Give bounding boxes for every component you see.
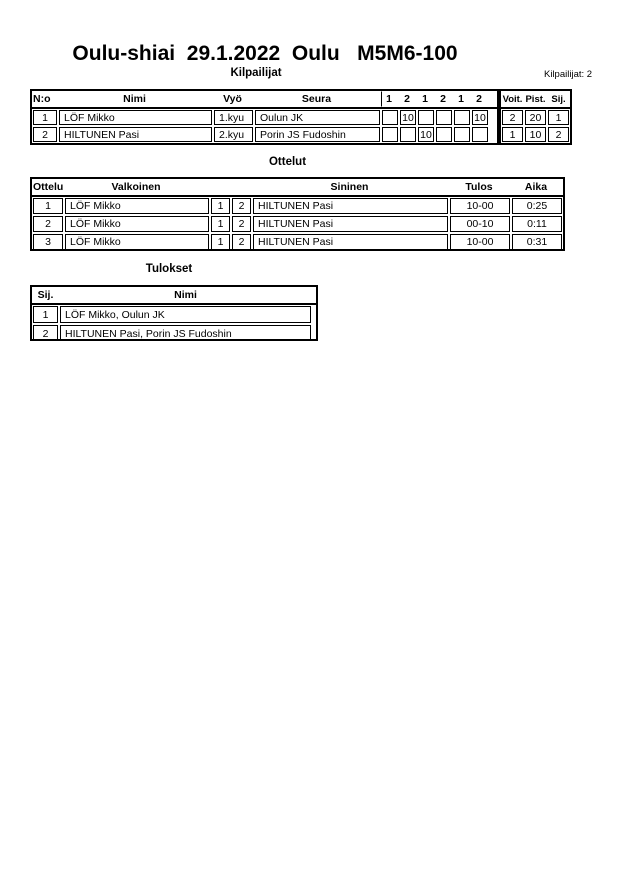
column-header-club: Seura <box>301 93 332 105</box>
cell-result: 10-00 <box>450 198 510 214</box>
table-row <box>32 109 497 126</box>
column-header-place: Sij. <box>551 93 566 105</box>
column-header-score-3: 1 <box>422 93 428 105</box>
cell-blue-name: HILTUNEN Pasi <box>253 198 448 214</box>
table-row <box>32 197 563 215</box>
cell-blue-no: 2 <box>232 198 251 214</box>
cell-blue-no: 2 <box>232 216 251 232</box>
column-header-white-no <box>210 179 229 195</box>
cell-match-no: 1 <box>33 198 63 214</box>
cell-white-no: 1 <box>211 234 230 250</box>
cell-time: 0:11 <box>512 216 562 232</box>
matches-header-row <box>32 179 563 197</box>
cell-name: LÖF Mikko <box>59 110 212 125</box>
cell-score: 10 <box>400 110 416 125</box>
competitors-table <box>30 89 499 145</box>
cell-blue-name: HILTUNEN Pasi <box>253 234 448 250</box>
cell-name: LÖF Mikko, Oulun JK <box>60 306 311 323</box>
cell-white-name: LÖF Mikko <box>65 234 209 250</box>
cell-blue-no: 2 <box>232 234 251 250</box>
cell-score <box>436 110 452 125</box>
column-header-points: Pist. <box>525 93 546 105</box>
cell-no: 2 <box>33 127 57 142</box>
column-header-result: Tulos <box>465 181 493 193</box>
table-row <box>32 126 497 143</box>
cell-score <box>454 110 470 125</box>
cell-score: 10 <box>472 110 488 125</box>
cell-score <box>400 127 416 142</box>
table-row <box>32 324 316 341</box>
table-row <box>32 215 563 233</box>
column-header-blue: Sininen <box>330 181 369 193</box>
results-heading: Tulokset <box>145 263 193 275</box>
column-header-score-2: 2 <box>404 93 410 105</box>
cell-score: 10 <box>418 127 434 142</box>
cell-match-no: 3 <box>33 234 63 250</box>
summary-header-row <box>501 91 570 109</box>
cell-white-no: 1 <box>211 216 230 232</box>
column-header-score-6: 2 <box>476 93 482 105</box>
cell-score <box>472 127 488 142</box>
competitors-header-row <box>32 91 497 109</box>
cell-name: HILTUNEN Pasi, Porin JS Fudoshin <box>60 325 311 341</box>
column-header-name: Nimi <box>123 93 146 105</box>
cell-club: Porin JS Fudoshin <box>255 127 380 142</box>
cell-white-name: LÖF Mikko <box>65 216 209 232</box>
competitors-count: Kilpailijat: 2 <box>544 69 593 80</box>
cell-match-no: 2 <box>33 216 63 232</box>
cell-white-no: 1 <box>211 198 230 214</box>
column-header-no: N:o <box>33 93 51 105</box>
column-header-score-1: 1 <box>381 91 397 107</box>
cell-time: 0:31 <box>512 234 562 250</box>
cell-place: 1 <box>33 306 58 323</box>
column-header-match: Ottelu <box>33 181 64 193</box>
table-row <box>501 126 570 143</box>
page-title: Oulu-shiai 29.1.2022 Oulu M5M6-100 <box>72 42 458 65</box>
column-header-score-5: 1 <box>458 93 464 105</box>
column-header-white: Valkoinen <box>111 181 161 193</box>
column-header-blue-no <box>231 179 250 195</box>
cell-belt: 2.kyu <box>214 127 253 142</box>
cell-score <box>382 127 398 142</box>
competitors-summary-table <box>499 89 572 145</box>
cell-club: Oulun JK <box>255 110 380 125</box>
column-header-belt: Vyö <box>223 93 242 105</box>
cell-result: 00-10 <box>450 216 510 232</box>
cell-time: 0:25 <box>512 198 562 214</box>
cell-score <box>382 110 398 125</box>
column-header-score-4: 2 <box>440 93 446 105</box>
cell-place: 2 <box>548 127 569 142</box>
table-row <box>32 233 563 251</box>
cell-no: 1 <box>33 110 57 125</box>
column-header-place: Sij. <box>37 289 54 301</box>
results-header-row <box>32 287 316 305</box>
competitors-heading: Kilpailijat <box>230 67 282 79</box>
cell-belt: 1.kyu <box>214 110 253 125</box>
cell-white-name: LÖF Mikko <box>65 198 209 214</box>
column-header-wins: Voit. <box>502 93 523 105</box>
column-header-time: Aika <box>524 181 548 193</box>
cell-blue-name: HILTUNEN Pasi <box>253 216 448 232</box>
cell-result: 10-00 <box>450 234 510 250</box>
matches-table <box>30 177 565 251</box>
cell-points: 10 <box>525 127 546 142</box>
cell-wins: 2 <box>502 110 523 125</box>
cell-place: 2 <box>33 325 58 341</box>
table-row <box>32 305 316 324</box>
cell-score <box>436 127 452 142</box>
cell-score <box>454 127 470 142</box>
table-row <box>501 109 570 126</box>
cell-wins: 1 <box>502 127 523 142</box>
results-table <box>30 285 318 341</box>
column-header-name: Nimi <box>174 289 197 301</box>
cell-points: 20 <box>525 110 546 125</box>
matches-heading: Ottelut <box>268 156 307 168</box>
cell-place: 1 <box>548 110 569 125</box>
cell-name: HILTUNEN Pasi <box>59 127 212 142</box>
cell-score <box>418 110 434 125</box>
